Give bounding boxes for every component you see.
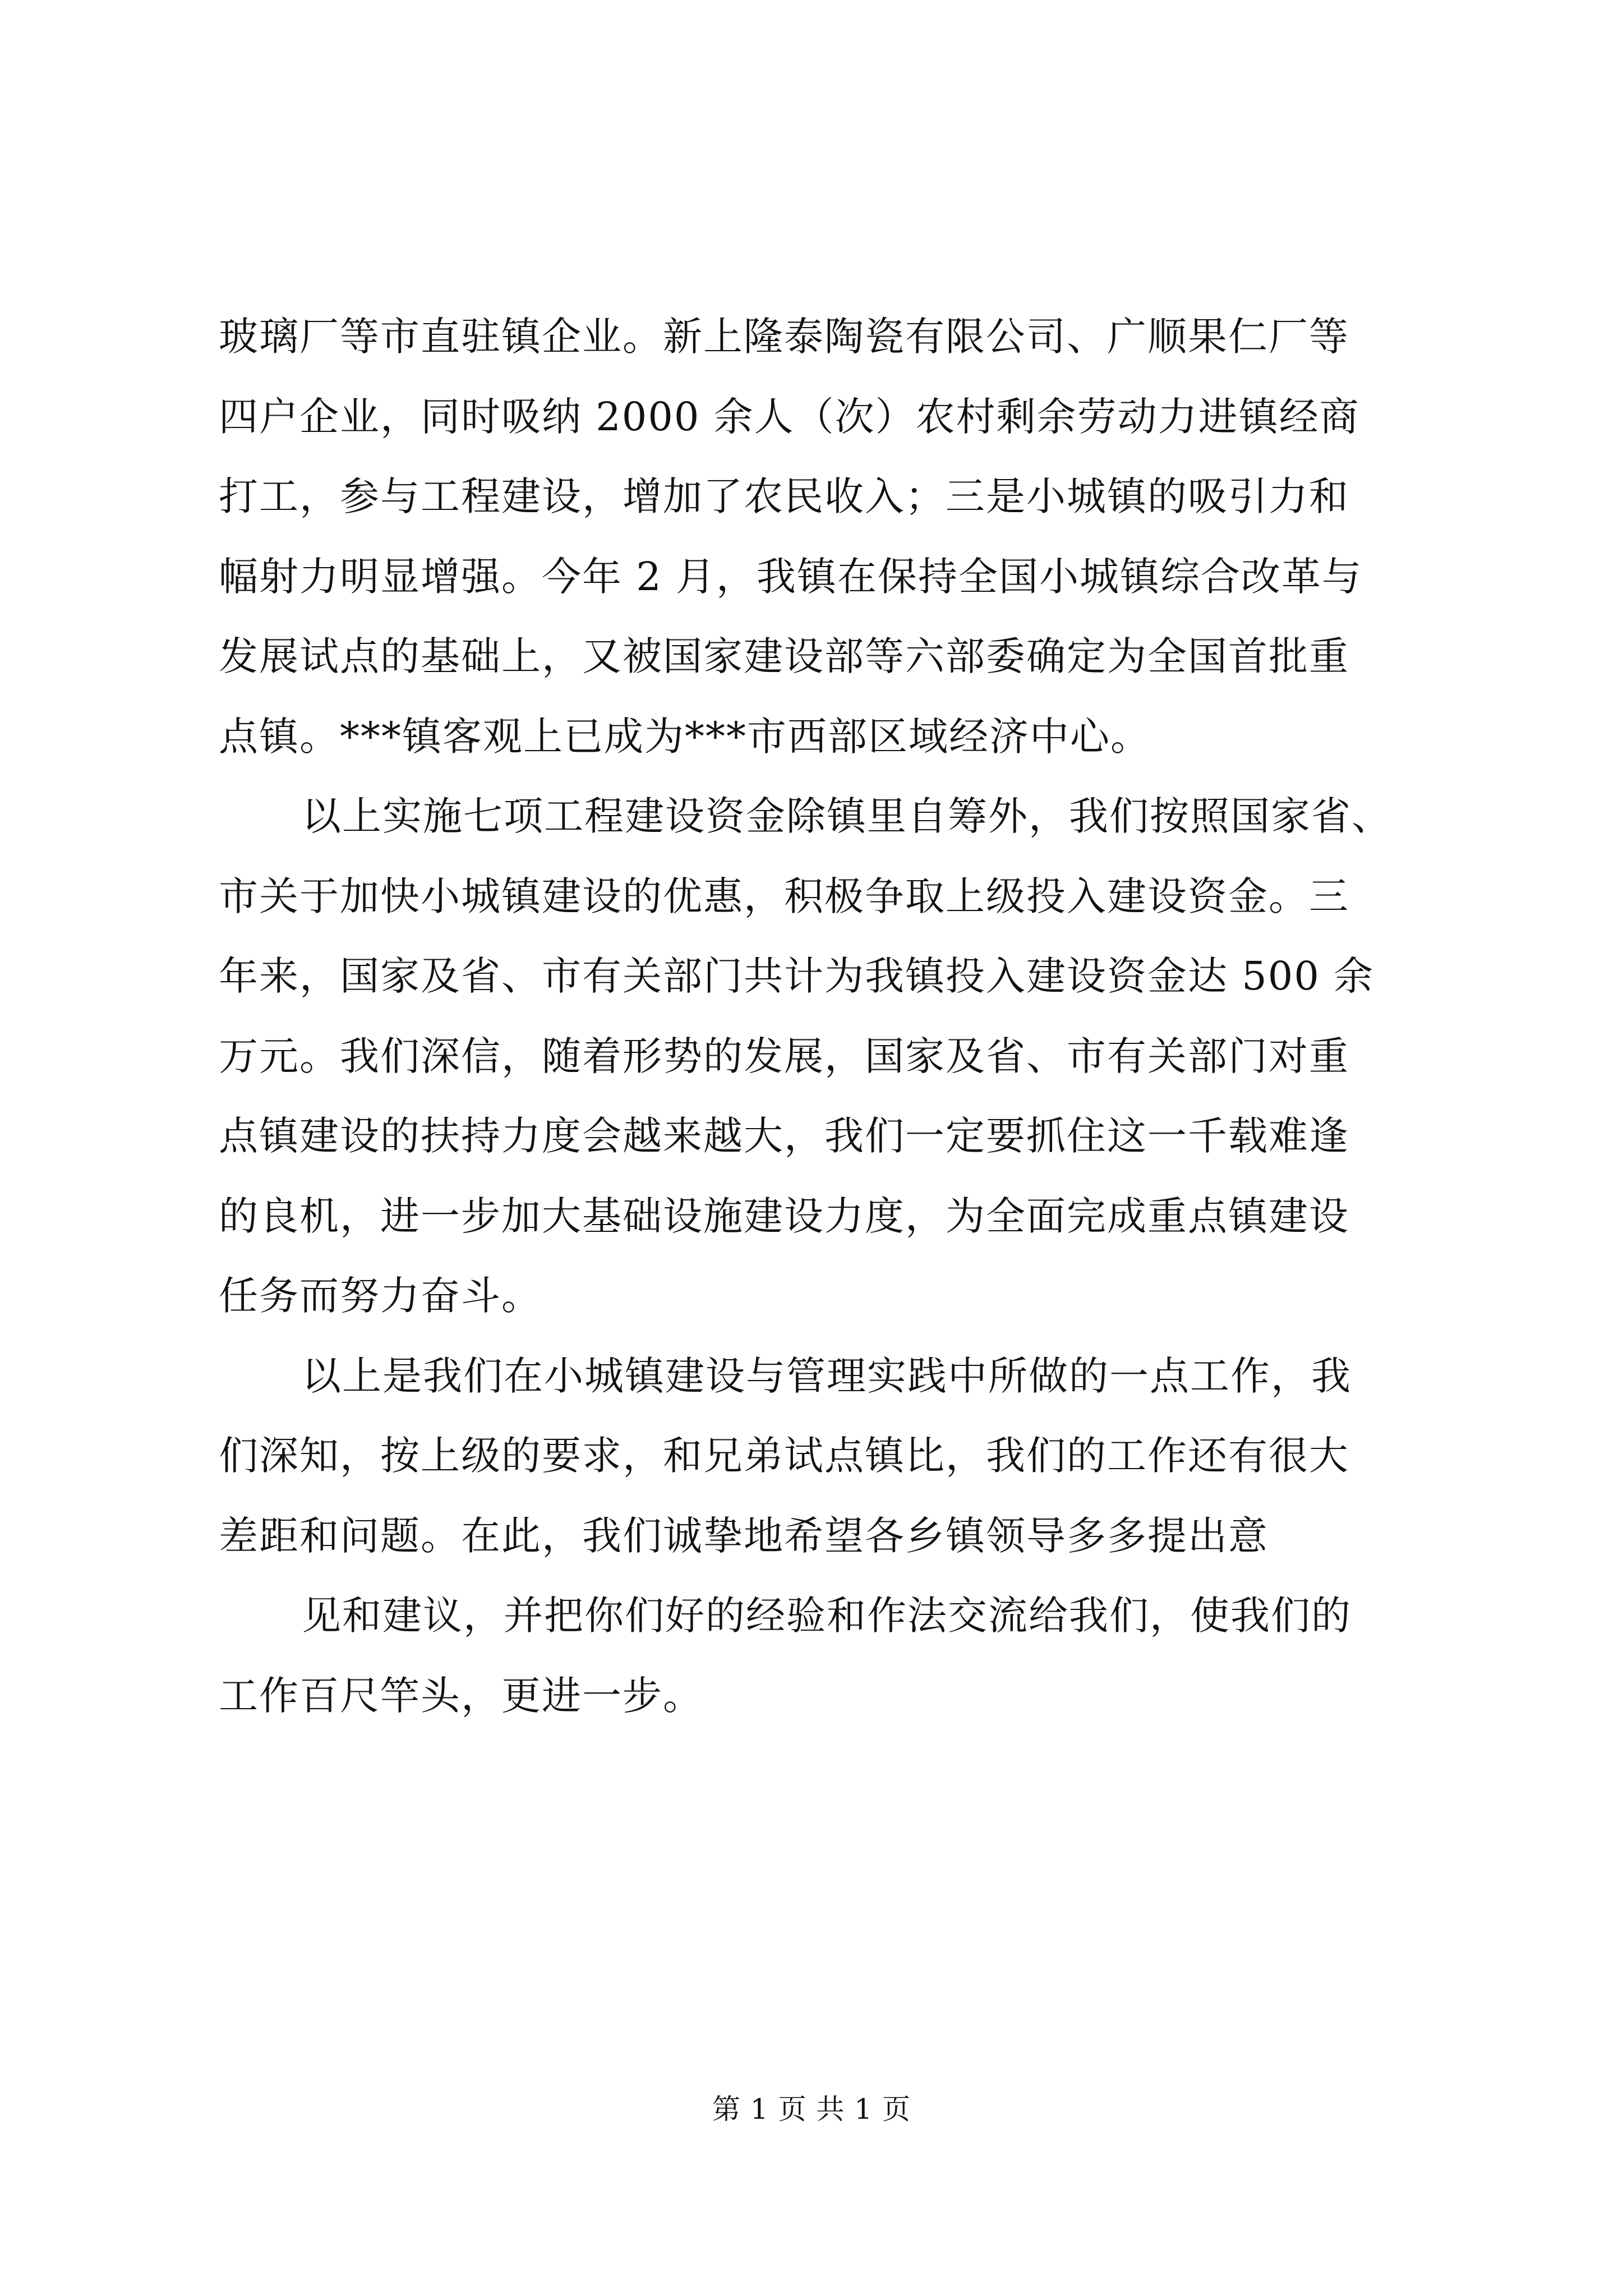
paragraph-line: 工作百尺竿头，更进一步。 [219,1673,703,1719]
page-number-footer: 第 1 页 共 1 页 [712,2093,911,2125]
paragraph-line: 以上是我们在小城镇建设与管理实践中所做的一点工作，我 [302,1353,1352,1399]
paragraph-line: 点镇建设的扶持力度会越来越大，我们一定要抓住这一千载难逢 [219,1113,1349,1159]
paragraph-line: 点镇。***镇客观上已成为***市西部区域经济中心。 [219,714,1151,760]
paragraph-line: 万元。我们深信，随着形势的发展，国家及省、市有关部门对重 [219,1033,1349,1079]
paragraph-line: 们深知，按上级的要求，和兄弟试点镇比，我们的工作还有很大 [219,1433,1349,1479]
paragraph-line: 打工，参与工程建设，增加了农民收入；三是小城镇的吸引力和 [219,473,1349,519]
paragraph-line: 差距和问题。在此，我们诚挚地希望各乡镇领导多多提出意 [219,1513,1269,1559]
paragraph-line: 年来，国家及省、市有关部门共计为我镇投入建设资金达 500 余 [219,953,1375,999]
paragraph-line: 市关于加快小城镇建设的优惠，积极争取上级投入建设资金。三 [219,873,1349,919]
paragraph-line: 四户企业，同时吸纳 2000 余人（次）农村剩余劳动力进镇经商 [219,394,1360,440]
paragraph-line: 的良机，进一步加大基础设施建设力度，为全面完成重点镇建设 [219,1193,1349,1239]
paragraph-line: 以上实施七项工程建设资金除镇里自筹外，我们按照国家省、 [302,793,1392,839]
paragraph-line: 玻璃厂等市直驻镇企业。新上隆泰陶瓷有限公司、广顺果仁厂等 [219,314,1349,360]
paragraph-line: 幅射力明显增强。今年 2 月，我镇在保持全国小城镇综合改革与 [219,554,1363,600]
paragraph-line: 发展试点的基础上，又被国家建设部等六部委确定为全国首批重 [219,633,1349,679]
paragraph-line: 任务而努力奋斗。 [219,1273,542,1319]
paragraph-line: 见和建议，并把你们好的经验和作法交流给我们，使我们的 [302,1593,1352,1639]
